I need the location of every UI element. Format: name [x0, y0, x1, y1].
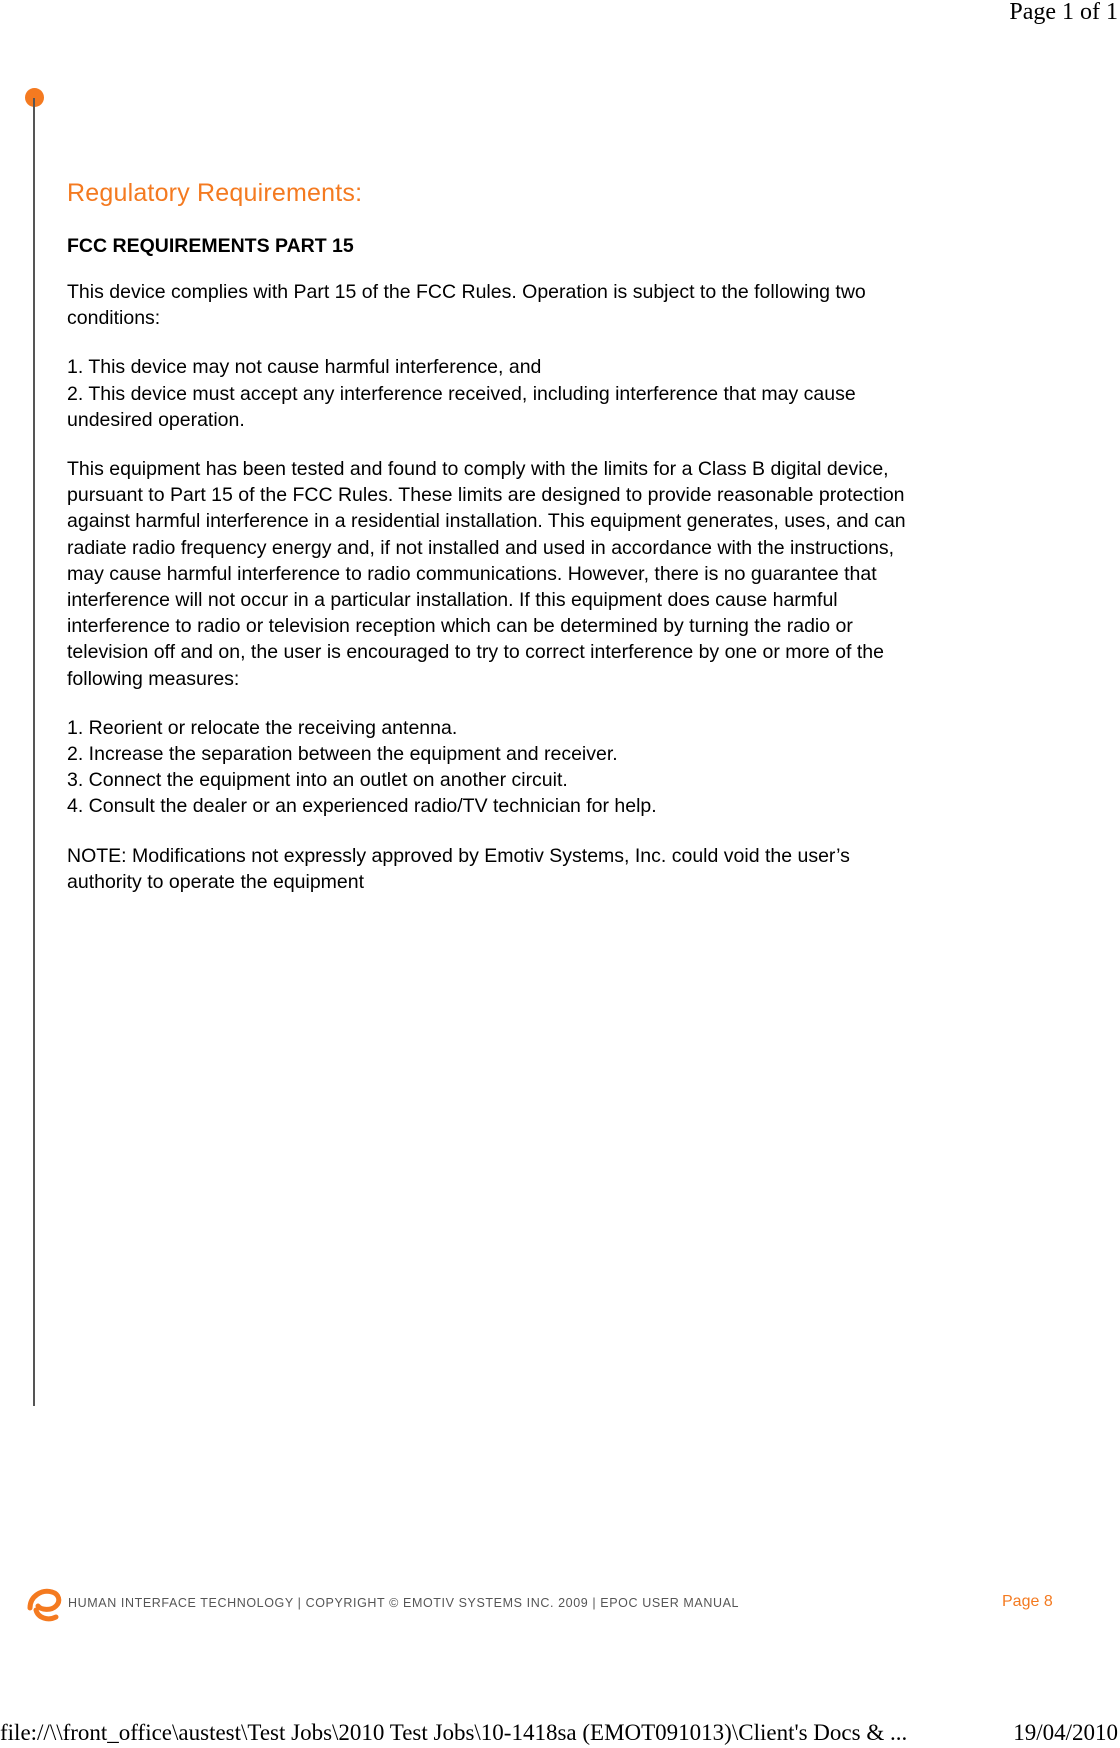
text-line: undesired operation. [67, 408, 245, 431]
document-body [67, 176, 1057, 918]
measures-list [67, 715, 1057, 820]
text-line: television off and on, the user is encouraged to try to correct interference by one or more of the [67, 641, 884, 664]
text-line: 2. This device must accept any interference received, including interference that may cause [67, 382, 856, 405]
equipment-paragraph [67, 456, 1057, 692]
text-line: interference to radio or television reception which can be determined by turning the radio or [67, 615, 853, 638]
section-title: Regulatory Requirements: [67, 179, 363, 207]
footer-copyright-text: HUMAN INTERFACE TECHNOLOGY | COPYRIGHT © EMOTIV SYSTEMS INC. 2009 | EPOC USER MANUAL [68, 1596, 740, 1610]
text-line: interference will not occur in a particular installation. If this equipment does cause harmful [67, 589, 838, 612]
list-item: 3. Connect the equipment into an outlet on another circuit. [67, 769, 568, 792]
print-page-indicator: Page 1 of 1 [1009, 0, 1118, 25]
text-line: pursuant to Part 15 of the FCC Rules. These limits are designed to provide reasonable protection [67, 484, 905, 507]
text-line: against harmful interference in a residential installation. This equipment generates, uses, and can [67, 510, 906, 533]
fcc-subheading: FCC REQUIREMENTS PART 15 [67, 235, 354, 257]
text-line: 1. This device may not cause harmful interference, and [67, 356, 542, 379]
text-line: radiate radio frequency energy and, if not installed and used in accordance with the instructions, [67, 536, 895, 559]
text-line: conditions: [67, 307, 161, 330]
text-line: authority to operate the equipment [67, 870, 365, 893]
footer-page-number: Page 8 [1002, 1593, 1053, 1610]
note-paragraph [67, 843, 1057, 895]
intro-paragraph [67, 279, 1057, 331]
text-line: This equipment has been tested and found to comply with the limits for a Class B digital device, [67, 458, 889, 481]
print-file-path: file://\\front_office\austest\Test Jobs\2010 Test Jobs\10-1418sa (EMOT091013)\Client's Docs & ... [0, 1720, 908, 1745]
text-line: This device complies with Part 15 of the FCC Rules. Operation is subject to the following two [67, 281, 866, 303]
list-item: 1. Reorient or relocate the receiving antenna. [67, 716, 458, 739]
conditions-paragraph [67, 354, 1057, 433]
text-line: NOTE: Modifications not expressly approved by Emotiv Systems, Inc. could void the user’s [67, 844, 850, 867]
text-line: may cause harmful interference to radio communications. However, there is no guarantee that [67, 562, 877, 585]
list-item: 2. Increase the separation between the equipment and receiver. [67, 743, 618, 766]
list-item: 4. Consult the dealer or an experienced radio/TV technician for help. [67, 795, 657, 818]
emotiv-logo-icon [26, 1586, 64, 1624]
page-footer [26, 1586, 1056, 1624]
margin-vertical-rule [33, 98, 35, 1406]
print-date: 19/04/2010 [1013, 1720, 1118, 1745]
text-line: following measures: [67, 667, 240, 690]
